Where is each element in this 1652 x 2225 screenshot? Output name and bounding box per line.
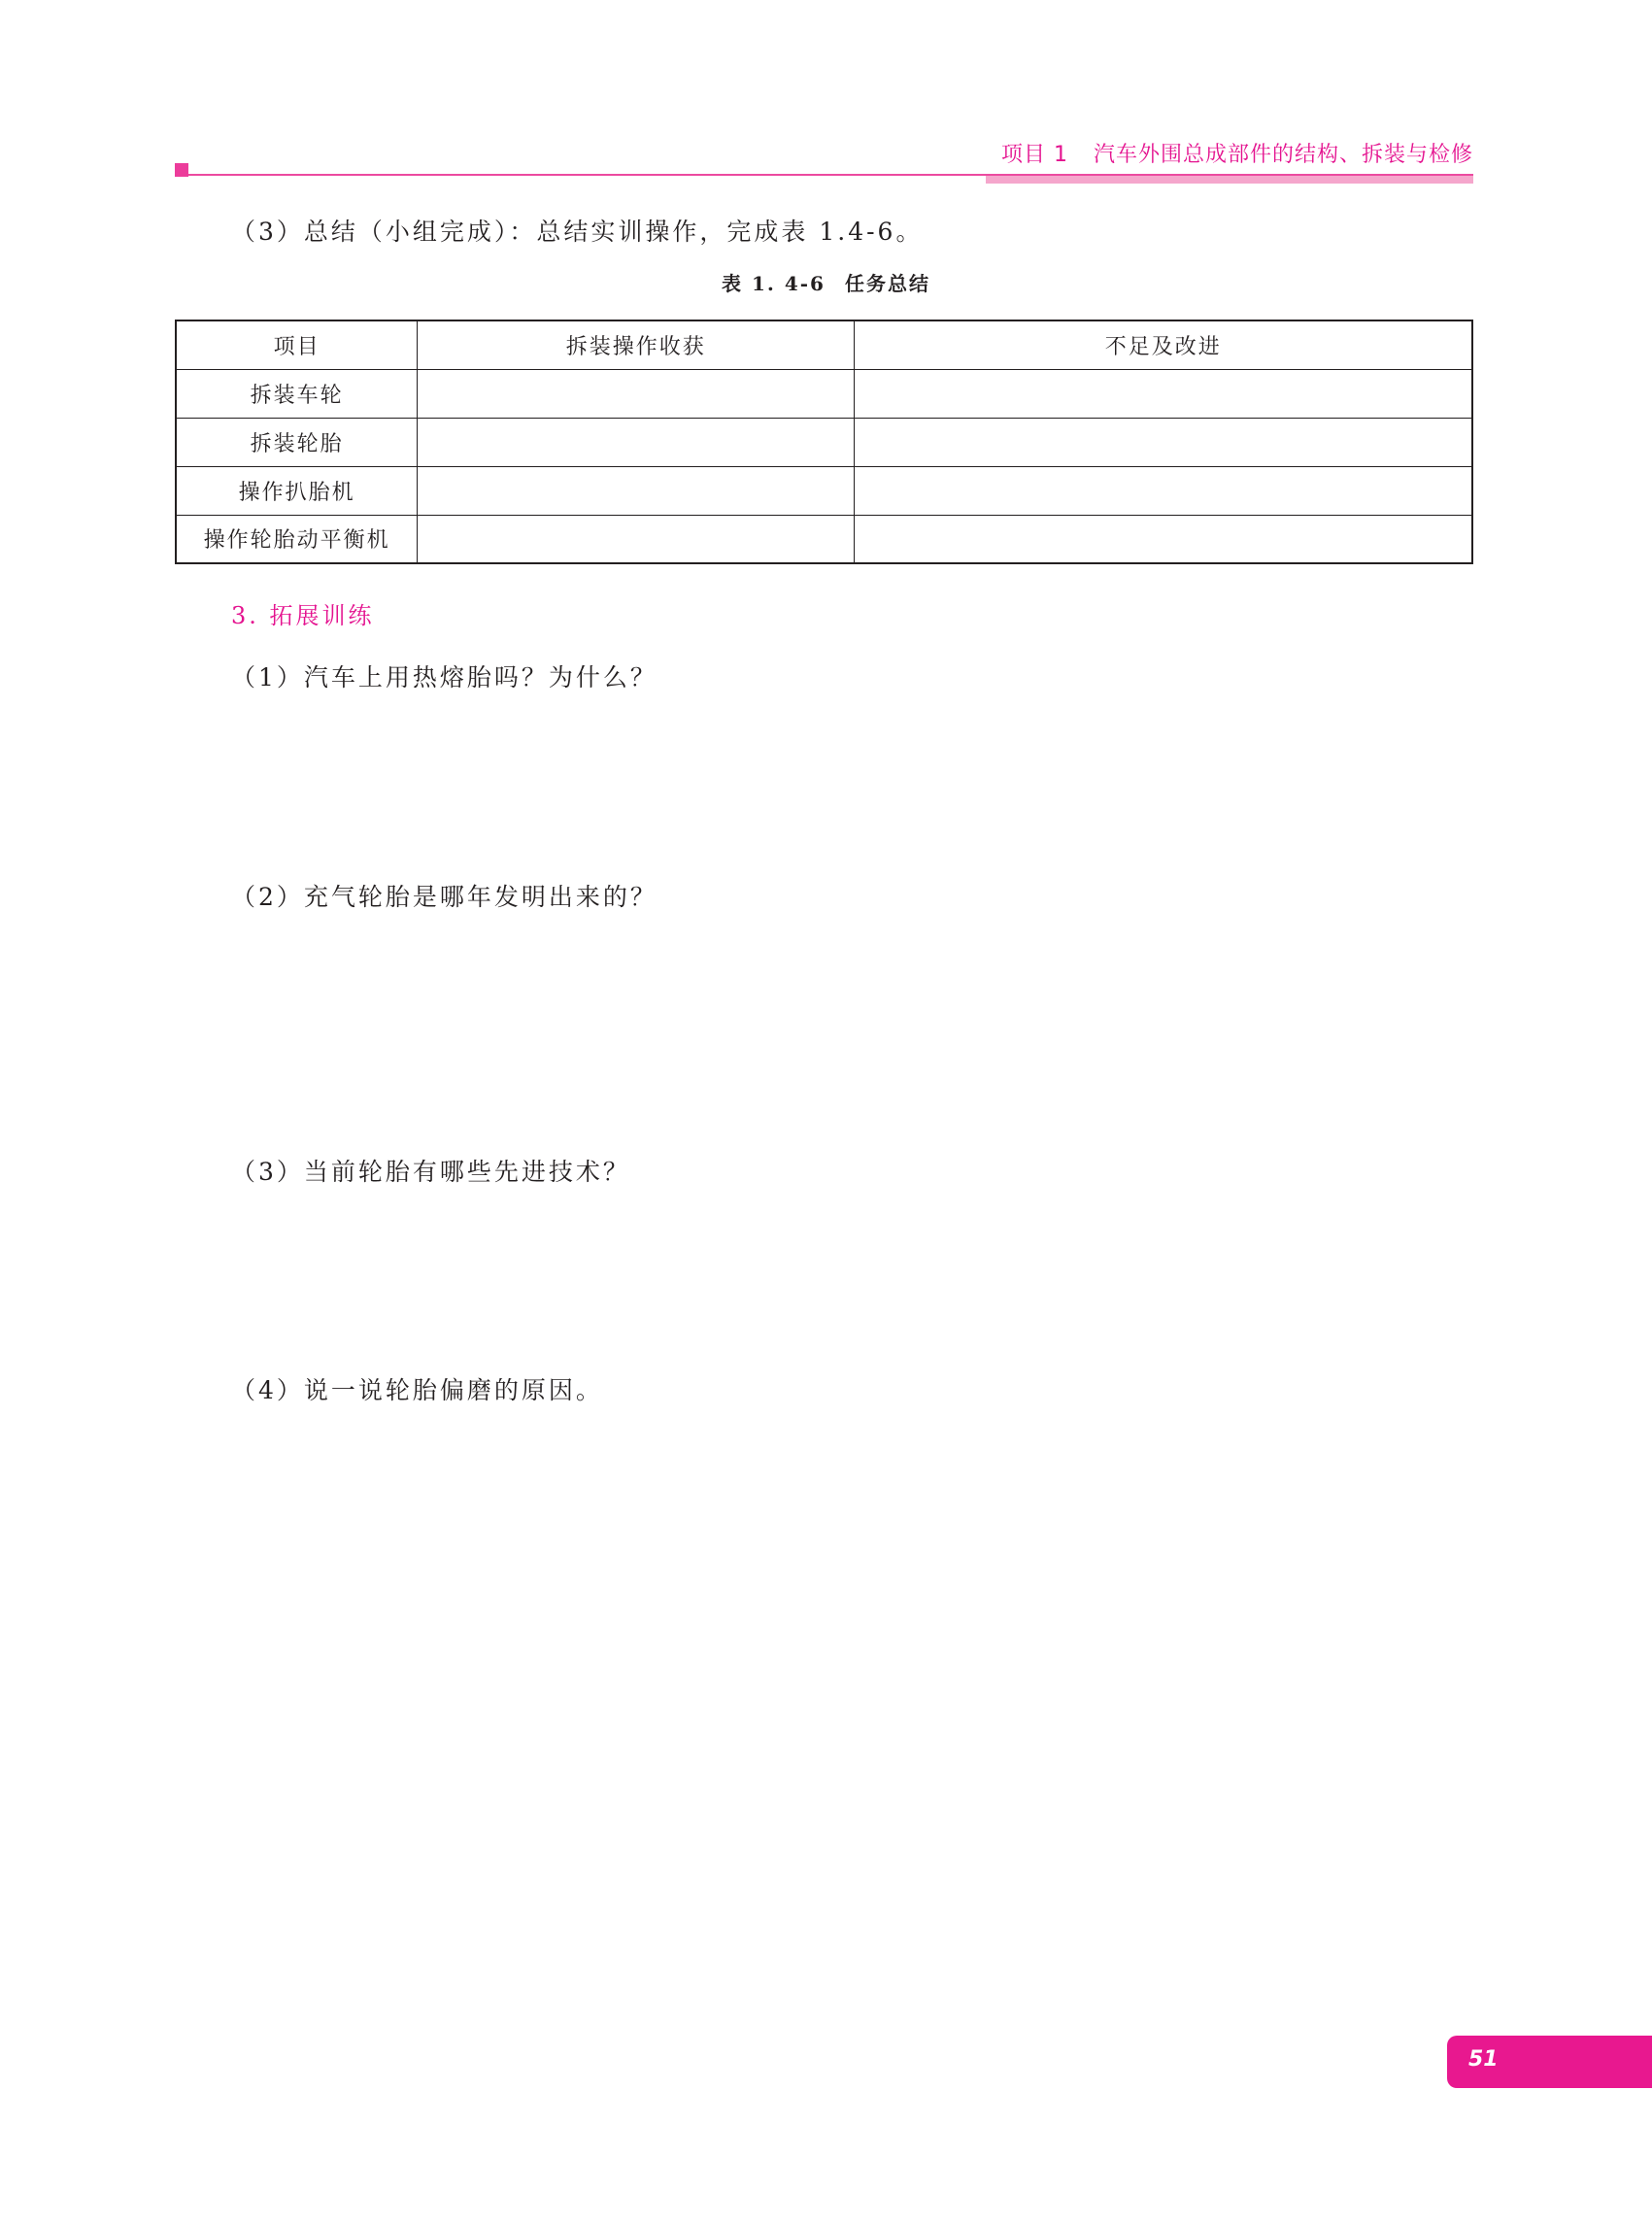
- table-caption: [0, 268, 1652, 296]
- row-gains-cell[interactable]: [418, 369, 855, 418]
- row-gains-cell[interactable]: [418, 466, 855, 515]
- page-number-tab: [1447, 2036, 1652, 2088]
- row-item-label: 拆装轮胎: [176, 418, 418, 466]
- project-label: 项目 1: [1000, 143, 1068, 167]
- question-1: （1）汽车上用热熔胎吗？为什么？: [231, 663, 657, 691]
- row-improvements-cell[interactable]: [855, 466, 1472, 515]
- table-row: [176, 515, 1472, 563]
- table-row: [176, 418, 1472, 466]
- header-cell-improvements: 不足及改进: [855, 320, 1472, 369]
- chapter-title: 汽车外围总成部件的结构、拆装与检修: [1093, 143, 1473, 167]
- table-row: [176, 466, 1472, 515]
- running-header: [1001, 138, 1473, 168]
- row-improvements-cell[interactable]: [855, 369, 1472, 418]
- header-cell-gains: 拆装操作收获: [418, 320, 855, 369]
- row-gains-cell[interactable]: [418, 515, 855, 563]
- question-2: （2）充气轮胎是哪年发明出来的？: [231, 883, 657, 911]
- question-4: （4）说一说轮胎偏磨的原因。: [231, 1376, 603, 1404]
- task-summary-table: [175, 320, 1473, 564]
- header-accent-bar: [986, 176, 1473, 184]
- table-row: [176, 369, 1472, 418]
- page-number: 51: [1468, 2047, 1499, 2072]
- header-square-marker: [175, 163, 188, 177]
- row-item-label: 拆装车轮: [176, 369, 418, 418]
- table-header-row: [176, 320, 1472, 369]
- summary-instruction: （3）总结（小组完成）：总结实训操作，完成表 1.4-6。: [231, 218, 924, 246]
- row-improvements-cell[interactable]: [855, 418, 1472, 466]
- header-cell-item: 项目: [176, 320, 418, 369]
- section-heading-extension-training: 3. 拓展训练: [231, 602, 375, 629]
- table-caption-number: 表 1. 4-6: [722, 272, 826, 295]
- question-3: （3）当前轮胎有哪些先进技术？: [231, 1158, 630, 1186]
- row-item-label: 操作轮胎动平衡机: [176, 515, 418, 563]
- row-gains-cell[interactable]: [418, 418, 855, 466]
- row-improvements-cell[interactable]: [855, 515, 1472, 563]
- table-caption-title: 任务总结: [844, 272, 930, 295]
- row-item-label: 操作扒胎机: [176, 466, 418, 515]
